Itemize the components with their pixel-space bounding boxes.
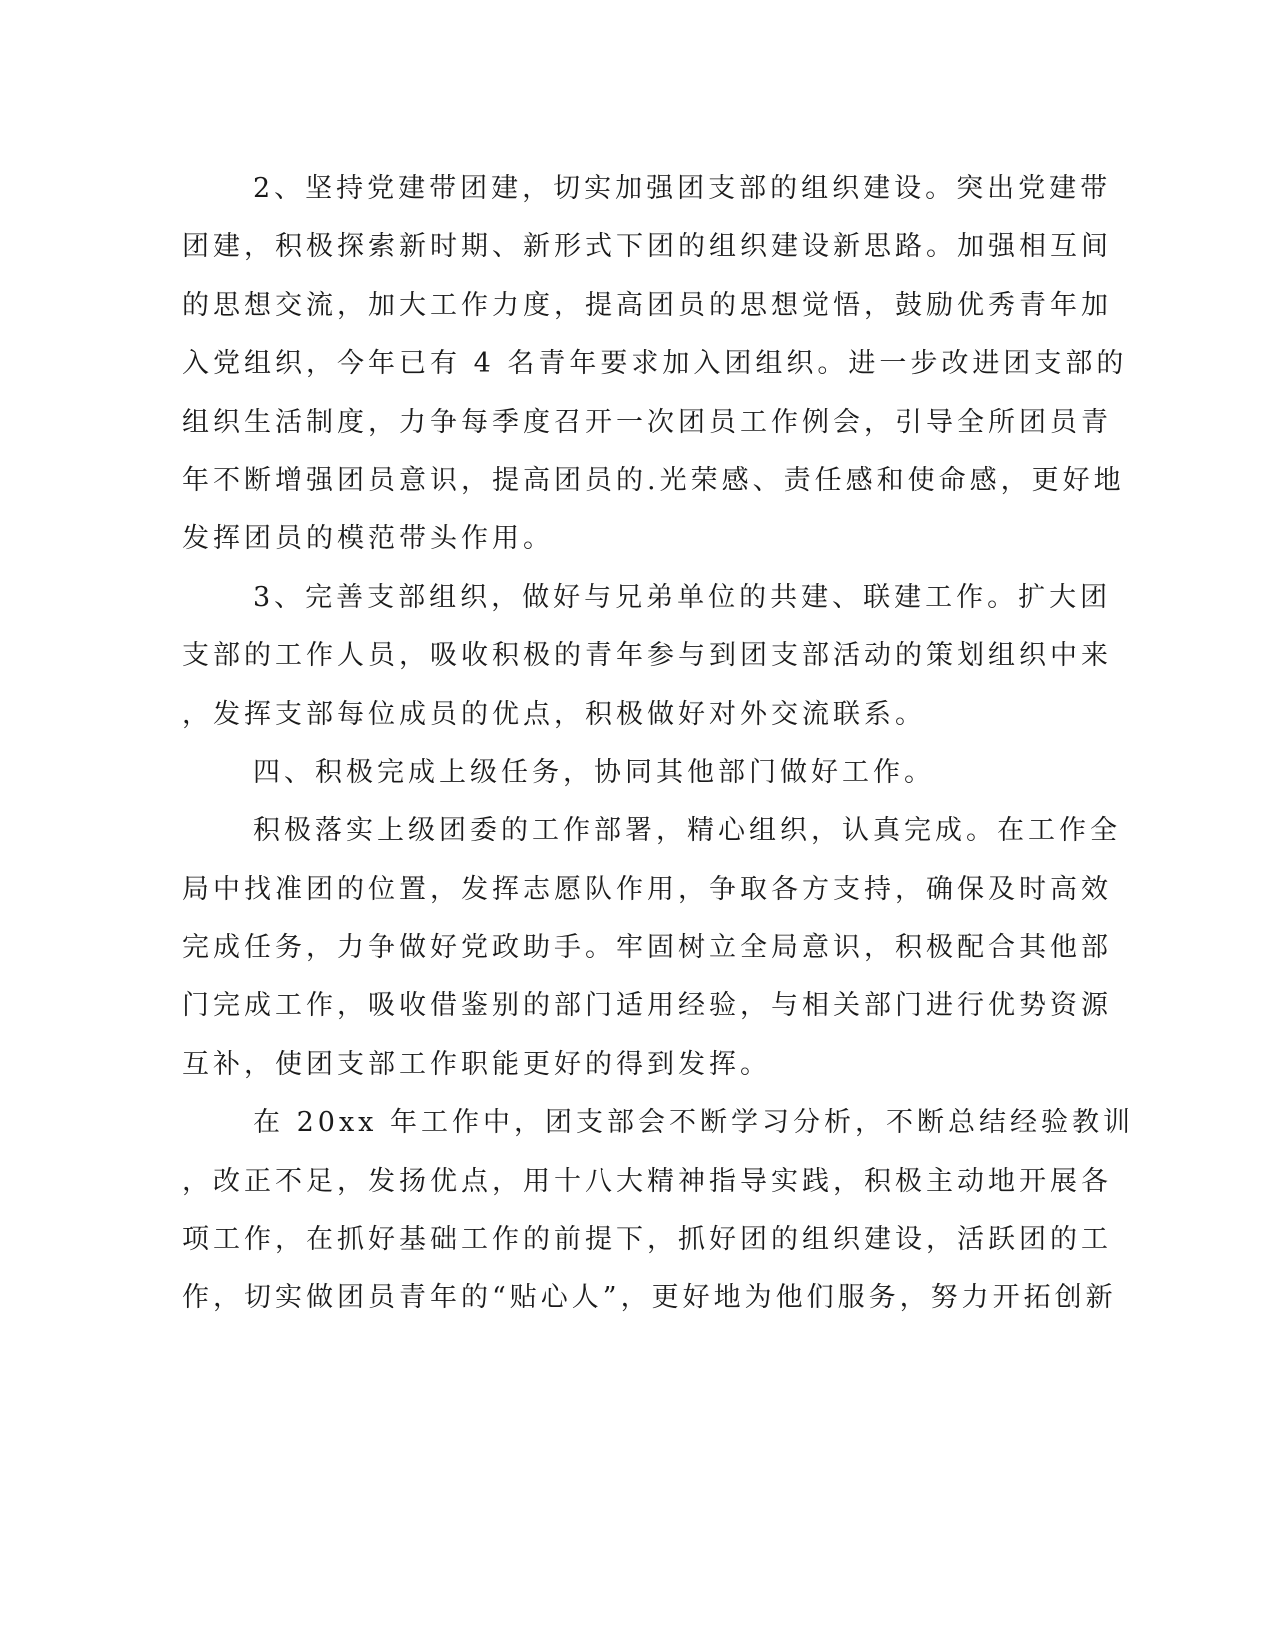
text-line: 完成任务，力争做好党政助手。牢固树立全局意识，积极配合其他部 bbox=[182, 932, 1112, 964]
text-line: 项工作，在抓好基础工作的前提下，抓好团的组织建设，活跃团的工 bbox=[182, 1224, 1112, 1256]
text-line: 局中找准团的位置，发挥志愿队作用，争取各方支持，确保及时高效 bbox=[182, 873, 1112, 905]
text-line: 入党组织，今年已有 4 名青年要求加入团组织。进一步改进团支部的 bbox=[182, 348, 1128, 380]
text-line: 2、坚持党建带团建，切实加强团支部的组织建设。突出党建带 bbox=[253, 173, 1112, 204]
document-body bbox=[182, 160, 1134, 1328]
text-line: 的思想交流，加大工作力度，提高团员的思想觉悟，鼓励优秀青年加 bbox=[182, 289, 1112, 321]
text-line: 作，切实做团员青年的“贴心人”，更好地为他们服务，努力开拓创新 bbox=[182, 1282, 1117, 1314]
text-line: 积极落实上级团委的工作部署，精心组织，认真完成。在工作全 bbox=[253, 815, 1121, 847]
text-line: 门完成工作，吸收借鉴别的部门适用经验，与相关部门进行优势资源 bbox=[182, 990, 1112, 1022]
text-line: 支部的工作人员，吸收积极的青年参与到团支部活动的策划组织中来 bbox=[182, 640, 1112, 672]
text-line: 年不断增强团员意识，提高团员的.光荣感、责任感和使命感，更好地 bbox=[182, 464, 1125, 496]
text-line: 团建，积极探索新时期、新形式下团的组织建设新思路。加强相互间 bbox=[182, 231, 1112, 263]
text-line: ，改正不足，发扬优点，用十八大精神指导实践，积极主动地开展各 bbox=[182, 1165, 1112, 1197]
text-line: 3、完善支部组织，做好与兄弟单位的共建、联建工作。扩大团 bbox=[253, 581, 1112, 613]
text-line: 在 20xx 年工作中，团支部会不断学习分析，不断总结经验教训 bbox=[253, 1107, 1134, 1139]
text-line: 组织生活制度，力争每季度召开一次团员工作例会，引导全所团员青 bbox=[182, 406, 1112, 438]
text-line: 互补，使团支部工作职能更好的得到发挥。 bbox=[182, 1048, 771, 1080]
text-line: ，发挥支部每位成员的优点，积极做好对外交流联系。 bbox=[182, 698, 926, 730]
text-line: 发挥团员的模范带头作用。 bbox=[182, 523, 554, 555]
section-heading: 四、积极完成上级任务，协同其他部门做好工作。 bbox=[253, 756, 935, 788]
